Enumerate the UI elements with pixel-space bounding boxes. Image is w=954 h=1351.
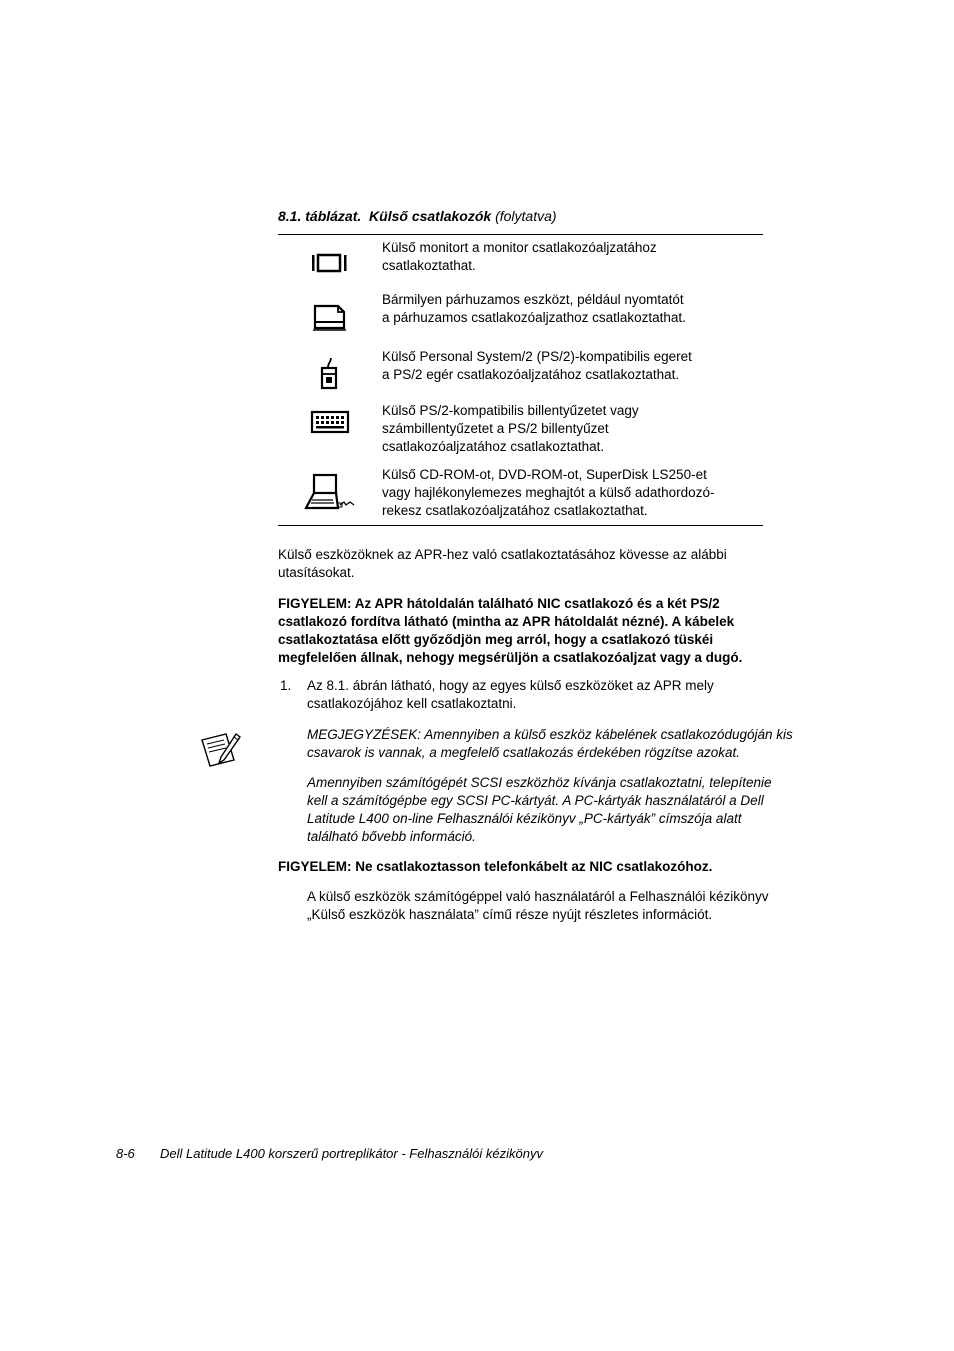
- text-line: Az 8.1. ábrán látható, hogy az egyes külső eszközöket az APR mely: [307, 678, 714, 693]
- caption-prefix: 8.1. táblázat.: [278, 208, 362, 224]
- table-row-monitor: [382, 239, 762, 275]
- row-text-line: Külső PS/2-kompatibilis billentyűzetet vagy: [382, 403, 639, 418]
- table-row-mouse: [382, 348, 762, 384]
- table-row-external-bay: [382, 466, 762, 520]
- text-line: A külső eszközök számítógéppel való használatáról a Felhasználói kézikönyv: [307, 889, 769, 904]
- parallel-printer-icon: [300, 298, 360, 338]
- mouse-icon: [300, 354, 360, 394]
- text-line: csatlakozó fordítva látható (mintha az APR hátoldalát nézné). A kábelek: [278, 614, 735, 629]
- row-text-line: a PS/2 egér csatlakozóaljzatához csatlakoztathat.: [382, 367, 680, 382]
- row-text-line: Külső CD-ROM-ot, DVD-ROM-ot, SuperDisk LS250-et: [382, 467, 707, 482]
- row-text-line: Külső Personal System/2 (PS/2)-kompatibilis egeret: [382, 349, 692, 364]
- text-line: található bővebb információ.: [307, 829, 476, 844]
- row-text-line: vagy hajlékonylemezes meghajtót a külső adathordozó-: [382, 485, 715, 500]
- caution-paragraph: [278, 595, 778, 667]
- footer-title: Dell Latitude L400 korszerű portreplikátor - Felhasználói kézikönyv: [160, 1146, 543, 1161]
- text-line: csatlakoztatása előtt győződjön meg arról, hogy a csatlakozó tüskéi: [278, 632, 714, 647]
- note-second-paragraph: [307, 774, 827, 846]
- closing-paragraph: [307, 888, 827, 924]
- row-text-line: a párhuzamos csatlakozóaljzathoz csatlakoztathat.: [382, 310, 686, 325]
- table-top-rule: [278, 234, 763, 235]
- caution-telephone: FIGYELEM: Ne csatlakoztasson telefonkábelt az NIC csatlakozóhoz.: [278, 859, 713, 874]
- text-line: csatlakozójához kell csatlakoztatni.: [307, 696, 517, 711]
- external-bay-icon: [300, 472, 360, 512]
- text-line: utasításokat.: [278, 565, 355, 580]
- table-caption: [278, 207, 557, 225]
- text-line: „Külső eszközök használata” című része nyújt részletes információt.: [307, 907, 713, 922]
- keyboard-icon: [300, 404, 360, 444]
- caption-suffix: (folytatva): [495, 208, 557, 224]
- text-line: Külső eszközöknek az APR-hez való csatlakoztatásához kövesse az alábbi: [278, 547, 727, 562]
- note-pencil-icon: [198, 730, 242, 768]
- row-text-line: rekesz csatlakozóaljzatához csatlakoztathat.: [382, 503, 648, 518]
- row-text-line: Bármilyen párhuzamos eszközt, például nyomtatót: [382, 292, 684, 307]
- text-line: Latitude L400 on-line Felhasználói kézikönyv „PC-kártyák” címszója alatt: [307, 811, 742, 826]
- text-line: megfelelően állnak, nehogy megsérüljön a csatlakozóaljzat vagy a dugó.: [278, 650, 743, 665]
- caption-title: Külső csatlakozók: [369, 208, 492, 224]
- row-text-line: Külső monitort a monitor csatlakozóaljzatához: [382, 240, 657, 255]
- step-text: [307, 677, 777, 713]
- row-text-line: csatlakoztathat.: [382, 258, 476, 273]
- table-bottom-rule: [278, 525, 763, 526]
- page-number: 8-6: [116, 1146, 135, 1161]
- text-line: FIGYELEM: Az APR hátoldalán található NIC csatlakozó és a két PS/2: [278, 596, 720, 611]
- row-text-line: számbillentyűzetet a PS/2 billentyűzet: [382, 421, 609, 436]
- text-line: Amennyiben számítógépét SCSI eszközhöz kívánja csatlakoztatni, telepítenie: [307, 775, 772, 790]
- row-text-line: csatlakozóaljzatához csatlakoztathat.: [382, 439, 605, 454]
- monitor-connector-icon: [300, 245, 360, 285]
- text-line: MEGJEGYZÉSEK: Amennyiben a külső eszköz kábelének csatlakozódugóján kis: [307, 727, 793, 742]
- text-line: kell a számítógépbe egy SCSI PC-kártyát. A PC-kártyák használatáról a Dell: [307, 793, 764, 808]
- step-number: 1.: [280, 678, 292, 693]
- note-first-paragraph: [307, 726, 827, 762]
- text-line: csavarok is vannak, a megfelelő csatlakozás érdekében rögzítse azokat.: [307, 745, 740, 760]
- table-row-parallel: [382, 291, 762, 327]
- table-row-keyboard: [382, 402, 762, 456]
- intro-paragraph: [278, 546, 778, 582]
